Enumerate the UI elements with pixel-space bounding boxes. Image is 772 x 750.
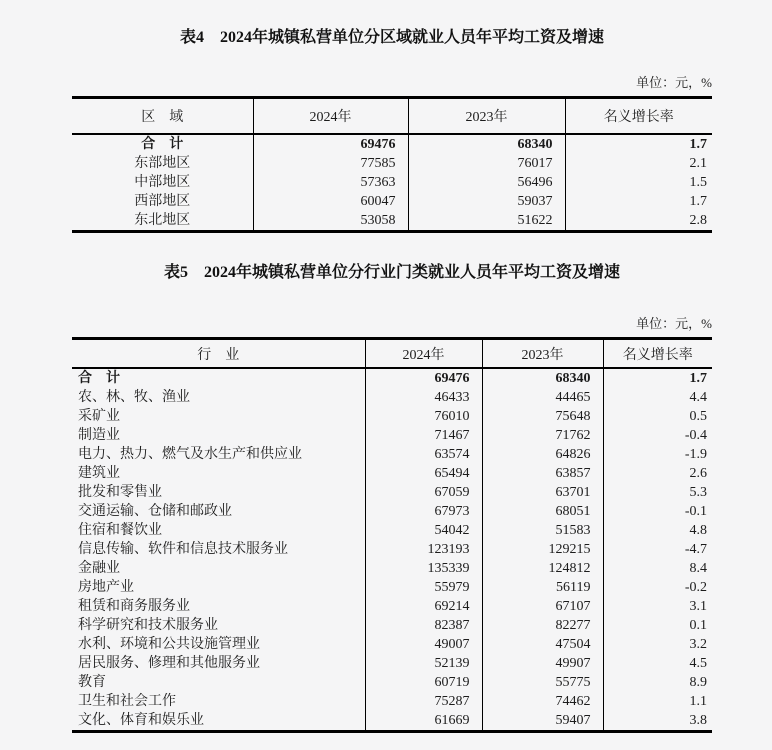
value-2024: 52139 <box>365 654 482 673</box>
value-2024: 54042 <box>365 521 482 540</box>
table5-header-row <box>72 339 712 369</box>
value-2023: 82277 <box>482 616 603 635</box>
table-row <box>72 211 712 232</box>
table4-body <box>72 134 712 232</box>
value-2024: 76010 <box>365 407 482 426</box>
table-row <box>72 192 712 211</box>
table-row <box>72 464 712 483</box>
table-row <box>72 559 712 578</box>
table4-title: 表4 2024年城镇私营单位分区域就业人员年平均工资及增速 <box>179 29 604 46</box>
value-2023: 51622 <box>408 211 565 232</box>
table-row <box>72 540 712 559</box>
growth-rate: 1.7 <box>689 194 707 209</box>
table-row <box>72 154 712 173</box>
value-2024: 123193 <box>365 540 482 559</box>
growth-rate: 8.9 <box>689 675 707 690</box>
table5-title: 表5 2024年城镇私营单位分行业门类就业人员年平均工资及增速 <box>163 264 620 281</box>
value-2023: 129215 <box>482 540 603 559</box>
value-2024: 77585 <box>253 154 408 173</box>
growth-rate: -0.1 <box>684 504 707 519</box>
value-2024: 67059 <box>365 483 482 502</box>
growth-rate: 3.1 <box>689 599 707 614</box>
table4-header-row <box>72 98 712 135</box>
value-2024: 69214 <box>365 597 482 616</box>
column-header-2024: 2024年 <box>365 339 482 369</box>
column-header-2024: 2024年 <box>253 98 408 135</box>
value-2023: 63701 <box>482 483 603 502</box>
growth-rate: 1.7 <box>689 371 707 386</box>
growth-rate: 1.5 <box>689 175 707 190</box>
table-row <box>72 368 712 388</box>
value-2023: 67107 <box>482 597 603 616</box>
growth-rate: 5.3 <box>689 485 707 500</box>
value-2023: 68051 <box>482 502 603 521</box>
growth-rate: 3.8 <box>689 713 707 728</box>
row-label: 交通运输、仓储和邮政业 <box>72 502 365 521</box>
row-label: 合 计 <box>72 368 365 388</box>
value-2023: 76017 <box>408 154 565 173</box>
value-2024: 61669 <box>365 711 482 732</box>
row-label: 批发和零售业 <box>72 483 365 502</box>
growth-rate: -4.7 <box>684 542 707 557</box>
growth-rate: 1.7 <box>689 137 707 152</box>
column-header-growth: 名义增长率 <box>603 339 712 369</box>
growth-rate: 2.1 <box>689 156 707 171</box>
value-2023: 124812 <box>482 559 603 578</box>
table-row <box>72 445 712 464</box>
value-2024: 60719 <box>365 673 482 692</box>
row-label: 文化、体育和娱乐业 <box>72 711 365 732</box>
table-row <box>72 673 712 692</box>
value-2024: 53058 <box>253 211 408 232</box>
row-label: 教育 <box>72 673 365 692</box>
growth-rate: -0.2 <box>684 580 707 595</box>
row-label: 居民服务、修理和其他服务业 <box>72 654 365 673</box>
row-label: 水利、环境和公共设施管理业 <box>72 635 365 654</box>
growth-rate: 4.5 <box>689 656 707 671</box>
column-header-2023: 2023年 <box>482 339 603 369</box>
table4 <box>72 96 712 233</box>
value-2023: 75648 <box>482 407 603 426</box>
value-2023: 71762 <box>482 426 603 445</box>
row-label: 租赁和商务服务业 <box>72 597 365 616</box>
table-row <box>72 578 712 597</box>
row-label: 中部地区 <box>72 173 253 192</box>
value-2023: 63857 <box>482 464 603 483</box>
column-header-industry: 行 业 <box>72 339 365 369</box>
row-label: 东部地区 <box>72 154 253 173</box>
value-2024: 49007 <box>365 635 482 654</box>
growth-rate: -0.4 <box>684 428 707 443</box>
value-2024: 57363 <box>253 173 408 192</box>
growth-rate: 3.2 <box>689 637 707 652</box>
value-2023: 51583 <box>482 521 603 540</box>
value-2023: 74462 <box>482 692 603 711</box>
table4-unit-label: 单位：元，% <box>636 75 712 90</box>
value-2024: 55979 <box>365 578 482 597</box>
value-2023: 44465 <box>482 388 603 407</box>
value-2024: 135339 <box>365 559 482 578</box>
row-label: 卫生和社会工作 <box>72 692 365 711</box>
table5-section <box>72 263 712 733</box>
row-label: 房地产业 <box>72 578 365 597</box>
value-2024: 67973 <box>365 502 482 521</box>
table5-body <box>72 368 712 732</box>
value-2023: 49907 <box>482 654 603 673</box>
growth-rate: 4.8 <box>689 523 707 538</box>
row-label: 科学研究和技术服务业 <box>72 616 365 635</box>
value-2024: 46433 <box>365 388 482 407</box>
value-2023: 47504 <box>482 635 603 654</box>
value-2024: 60047 <box>253 192 408 211</box>
growth-rate: 0.1 <box>689 618 707 633</box>
growth-rate: -1.9 <box>684 447 707 462</box>
document-page <box>72 0 712 733</box>
value-2023: 56496 <box>408 173 565 192</box>
row-label: 制造业 <box>72 426 365 445</box>
table-row <box>72 407 712 426</box>
value-2023: 59407 <box>482 711 603 732</box>
table-row <box>72 388 712 407</box>
table-row <box>72 692 712 711</box>
table4-section <box>72 28 712 233</box>
table5 <box>72 337 712 733</box>
value-2023: 68340 <box>408 134 565 154</box>
growth-rate: 1.1 <box>689 694 707 709</box>
column-header-growth: 名义增长率 <box>565 98 712 135</box>
row-label: 合 计 <box>72 134 253 154</box>
value-2024: 69476 <box>365 368 482 388</box>
value-2024: 69476 <box>253 134 408 154</box>
value-2024: 71467 <box>365 426 482 445</box>
row-label: 西部地区 <box>72 192 253 211</box>
row-label: 电力、热力、燃气及水生产和供应业 <box>72 445 365 464</box>
value-2023: 55775 <box>482 673 603 692</box>
table-row <box>72 426 712 445</box>
row-label: 采矿业 <box>72 407 365 426</box>
table-row <box>72 597 712 616</box>
table-row <box>72 173 712 192</box>
growth-rate: 2.6 <box>689 466 707 481</box>
table-row <box>72 711 712 732</box>
row-label: 住宿和餐饮业 <box>72 521 365 540</box>
table-row <box>72 134 712 154</box>
table-row <box>72 502 712 521</box>
value-2024: 63574 <box>365 445 482 464</box>
value-2024: 82387 <box>365 616 482 635</box>
table-row <box>72 654 712 673</box>
value-2023: 56119 <box>482 578 603 597</box>
column-header-2023: 2023年 <box>408 98 565 135</box>
value-2024: 75287 <box>365 692 482 711</box>
value-2023: 59037 <box>408 192 565 211</box>
value-2024: 65494 <box>365 464 482 483</box>
table-row <box>72 616 712 635</box>
growth-rate: 2.8 <box>689 213 707 228</box>
row-label: 东北地区 <box>72 211 253 232</box>
table-row <box>72 521 712 540</box>
table-row <box>72 635 712 654</box>
row-label: 金融业 <box>72 559 365 578</box>
row-label: 信息传输、软件和信息技术服务业 <box>72 540 365 559</box>
value-2023: 64826 <box>482 445 603 464</box>
value-2023: 68340 <box>482 368 603 388</box>
row-label: 建筑业 <box>72 464 365 483</box>
table5-unit-label: 单位：元，% <box>636 316 712 331</box>
growth-rate: 0.5 <box>689 409 707 424</box>
column-header-region: 区 域 <box>72 98 253 135</box>
row-label: 农、林、牧、渔业 <box>72 388 365 407</box>
growth-rate: 4.4 <box>689 390 707 405</box>
table-row <box>72 483 712 502</box>
growth-rate: 8.4 <box>689 561 707 576</box>
